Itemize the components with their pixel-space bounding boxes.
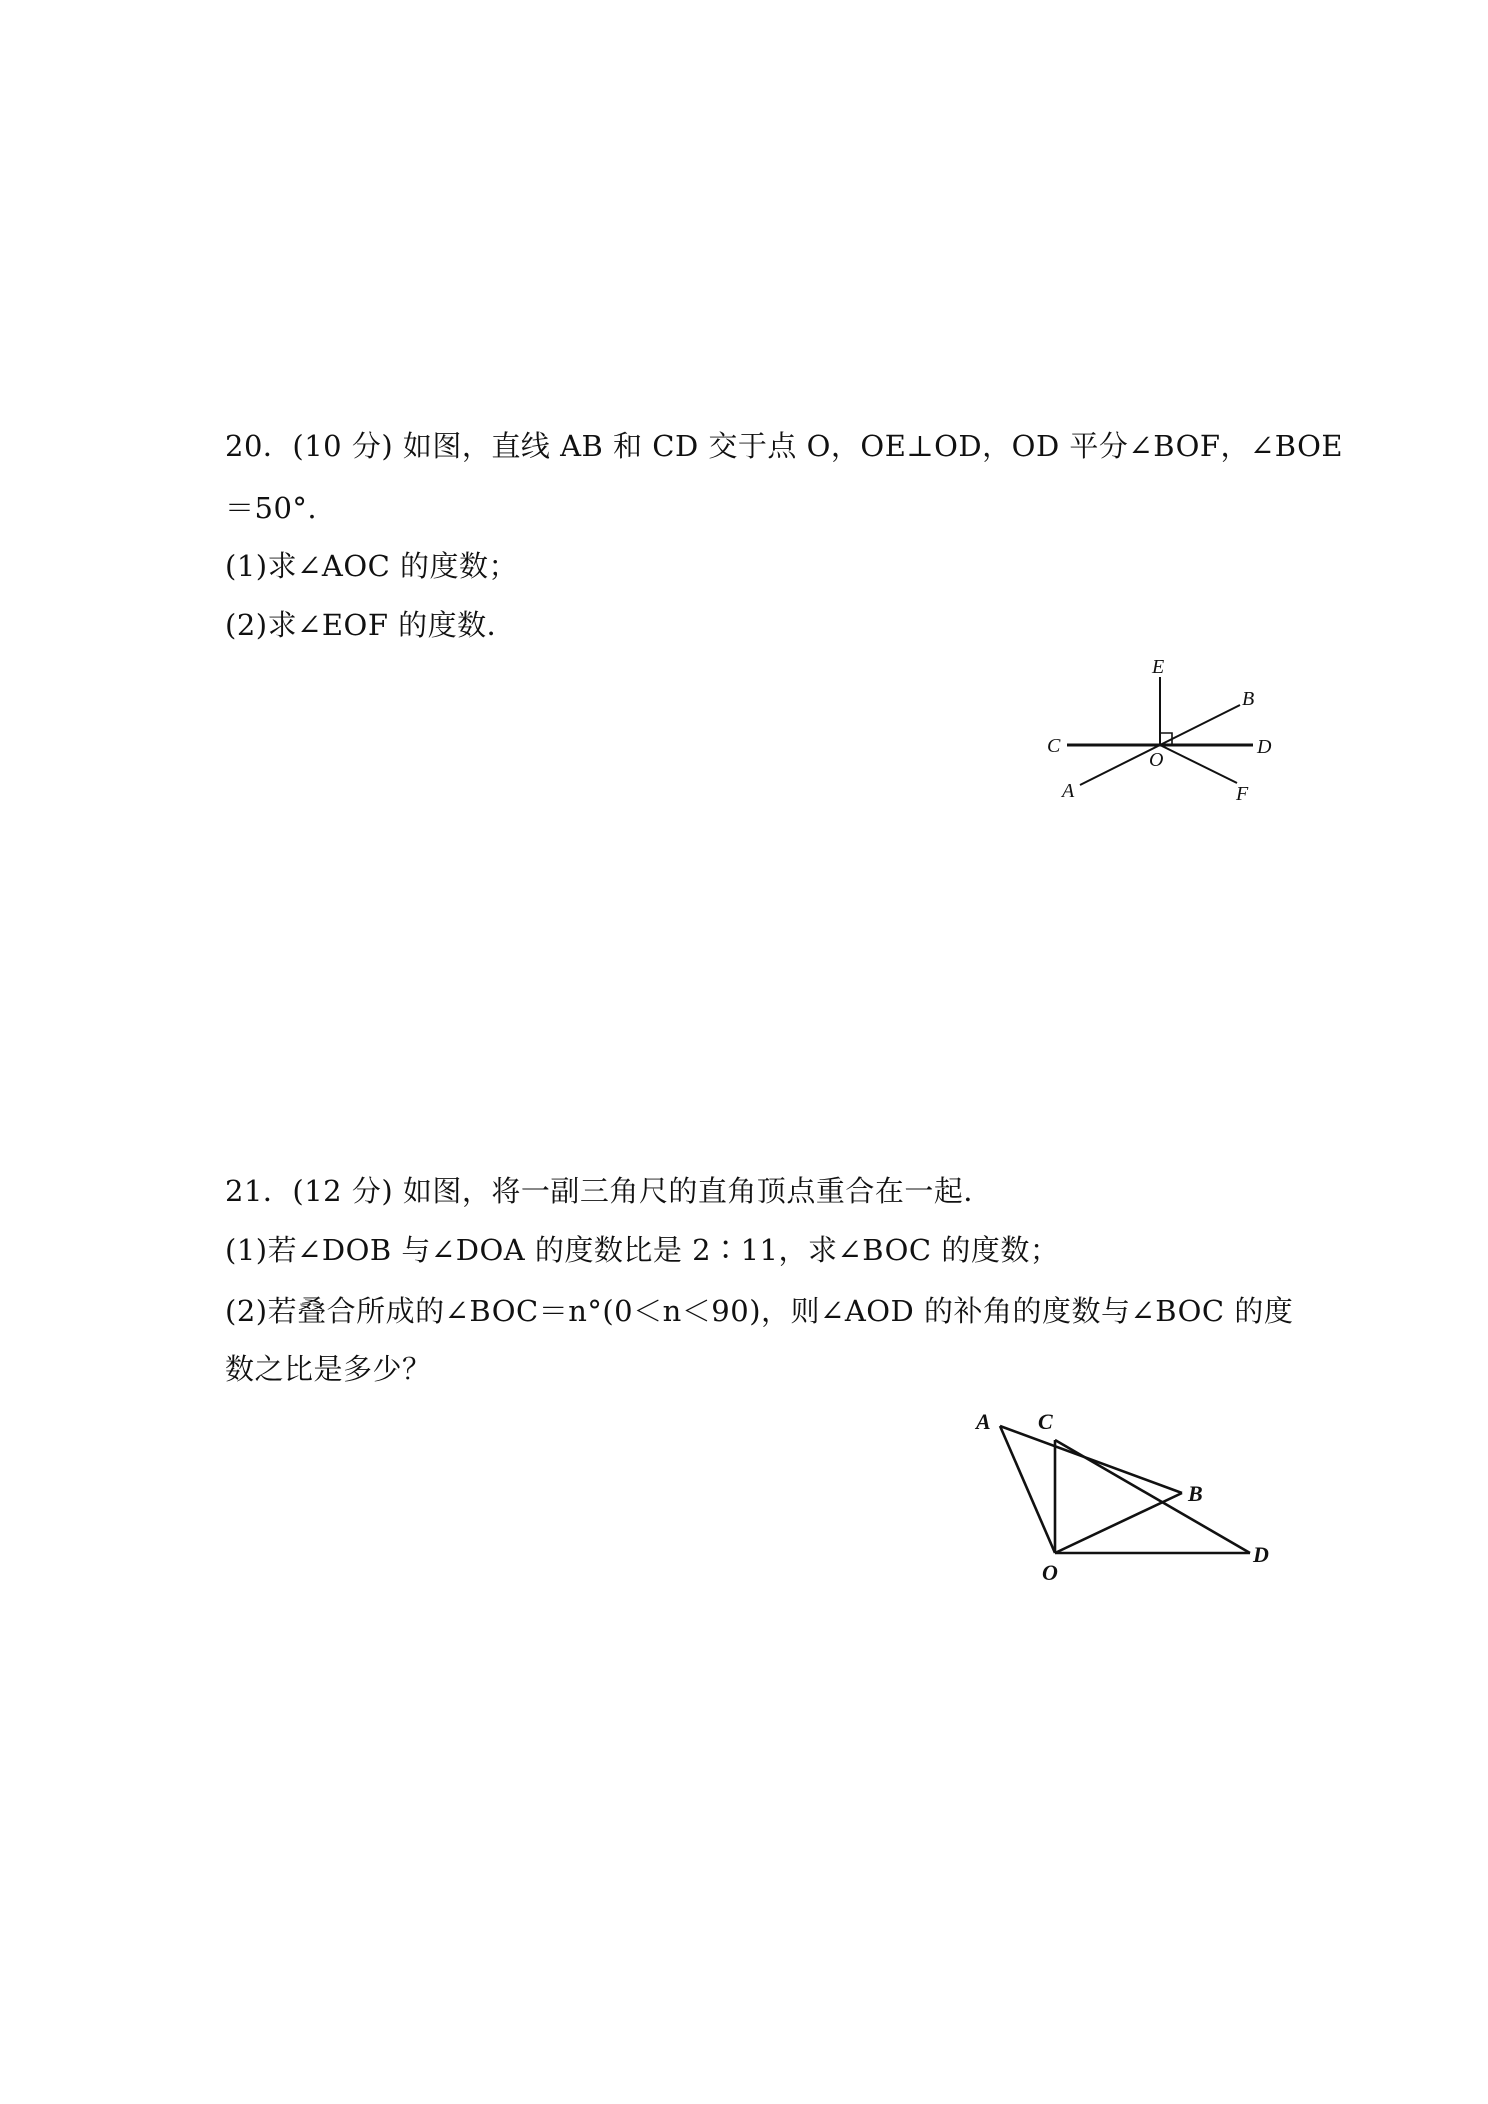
q20-part1: (1)求∠AOC 的度数； [225, 549, 519, 583]
q20-ray-oa [1080, 745, 1160, 785]
q20-part2: (2)求∠EOF 的度数． [225, 608, 517, 642]
q21-figure [960, 1400, 1280, 1590]
q21-label-c: C [1038, 1409, 1053, 1434]
q21-label-b: B [1188, 1481, 1203, 1506]
q20-stem-line2: ＝50°. [225, 491, 318, 525]
q21-part1: (1)若∠DOB 与∠DOA 的度数比是 2∶11，求∠BOC 的度数； [225, 1233, 1060, 1267]
q20-stem-line1: 20．(10 分) 如图，直线 AB 和 CD 交于点 O，OE⊥OD，OD 平分∠BOF，∠BOE [225, 429, 1344, 463]
q20-figure [1030, 645, 1300, 815]
q21-part2-line2: 数之比是多少？ [225, 1352, 432, 1386]
q20-label-f: F [1236, 783, 1249, 805]
q21-segment-ao [1000, 1426, 1055, 1553]
q21-stem-line1: 21．(12 分) 如图，将一副三角尺的直角顶点重合在一起． [225, 1174, 993, 1208]
q20-ray-of [1160, 745, 1237, 783]
q21-part2-line1: (2)若叠合所成的∠BOC＝n°(0＜n＜90)，则∠AOD 的补角的度数与∠BOC 的度 [225, 1294, 1294, 1328]
q21-label-d: D [1253, 1542, 1269, 1567]
q20-label-o: O [1149, 749, 1164, 771]
q20-label-c: C [1047, 735, 1061, 757]
q21-label-o: O [1042, 1560, 1058, 1585]
q20-label-a: A [1062, 780, 1075, 802]
q21-segment-cd [1055, 1440, 1250, 1553]
q20-label-e: E [1152, 656, 1165, 678]
q20-label-b: B [1242, 688, 1255, 710]
q21-label-a: A [976, 1409, 991, 1434]
q20-label-d: D [1257, 736, 1272, 758]
